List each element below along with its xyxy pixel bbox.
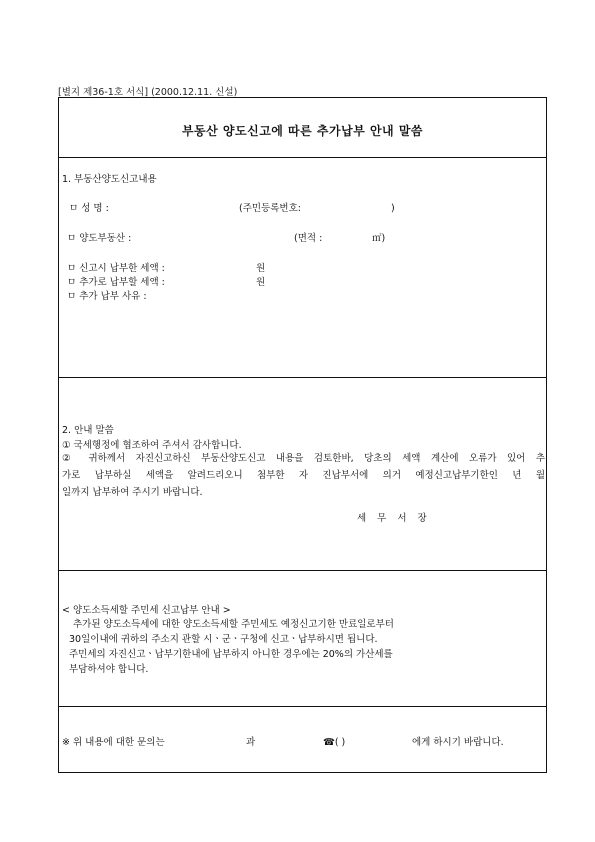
divider-section1: [59, 377, 546, 378]
area-label: (면적 :: [294, 233, 323, 244]
inquiry-phone-label: ☎( ): [323, 737, 346, 748]
reason-label: ㅁ 추가 납부 사유 :: [67, 291, 147, 302]
resident-tax-line-1: 추가된 양도소득세에 대한 양도소득세할 주민세도 예정신고기한 만료일로부터: [73, 619, 394, 630]
paid-tax-unit: 원: [256, 263, 266, 274]
resident-id-close: ): [391, 203, 395, 214]
inquiry-note: ※ 위 내용에 대한 문의는: [62, 737, 165, 748]
paid-tax-label: ㅁ 신고시 납부한 세액 :: [67, 263, 165, 274]
inquiry-closing: 에게 하시기 바랍니다.: [412, 737, 504, 748]
divider-section3: [59, 706, 546, 707]
additional-tax-unit: 원: [256, 277, 266, 288]
form-title: 부동산 양도신고에 따른 추가납부 안내 말씀: [181, 124, 424, 138]
name-label: ㅁ 성 명 :: [69, 203, 109, 214]
area-unit: ㎡): [372, 233, 386, 244]
resident-id-label: (주민등록번호:: [239, 203, 301, 214]
notice-line-1: ① 국세행정에 협조하여 주셔서 감사합니다.: [62, 440, 242, 451]
divider-section2: [59, 570, 546, 571]
form-header: [별지 제36-1호 서식] (2000.12.11. 신설): [58, 87, 238, 98]
notice-line-2b: 가로 납부하실 세액을 알려드리오니 첨부한 자 진납부서에 의거 예정신고납부기한인 년 월: [62, 470, 545, 481]
form-frame: [58, 97, 547, 773]
resident-tax-line-3: 주민세의 자진신고ㆍ납부기한내에 납부하지 아니한 경우에는 20%의 가산세를: [69, 649, 393, 660]
section1-heading: 1. 부동산양도신고내용: [62, 174, 157, 185]
resident-tax-heading: < 양도소득세할 주민세 신고납부 안내 >: [62, 605, 231, 616]
section2-heading: 2. 안내 말씀: [62, 425, 114, 436]
additional-tax-label: ㅁ 추가로 납부할 세액 :: [67, 277, 165, 288]
resident-tax-line-4: 부담하셔야 합니다.: [69, 664, 149, 675]
notice-line-2a: ② 귀하께서 자진신고하신 부동산양도신고 내용을 검토한바, 당초의 세액 계산에 오류가 있어 추: [62, 453, 545, 464]
property-label: ㅁ 양도부동산 :: [67, 233, 132, 244]
inquiry-with-label: 과: [246, 737, 256, 748]
tax-office-signature: 세무서장: [357, 513, 438, 524]
notice-line-2c: 일까지 납부하여 주시기 바랍니다.: [62, 487, 203, 498]
divider-title: [59, 157, 546, 158]
resident-tax-line-2: 30일이내에 귀하의 주소지 관할 시ㆍ군ㆍ구청에 신고ㆍ납부하시면 됩니다.: [69, 634, 378, 645]
